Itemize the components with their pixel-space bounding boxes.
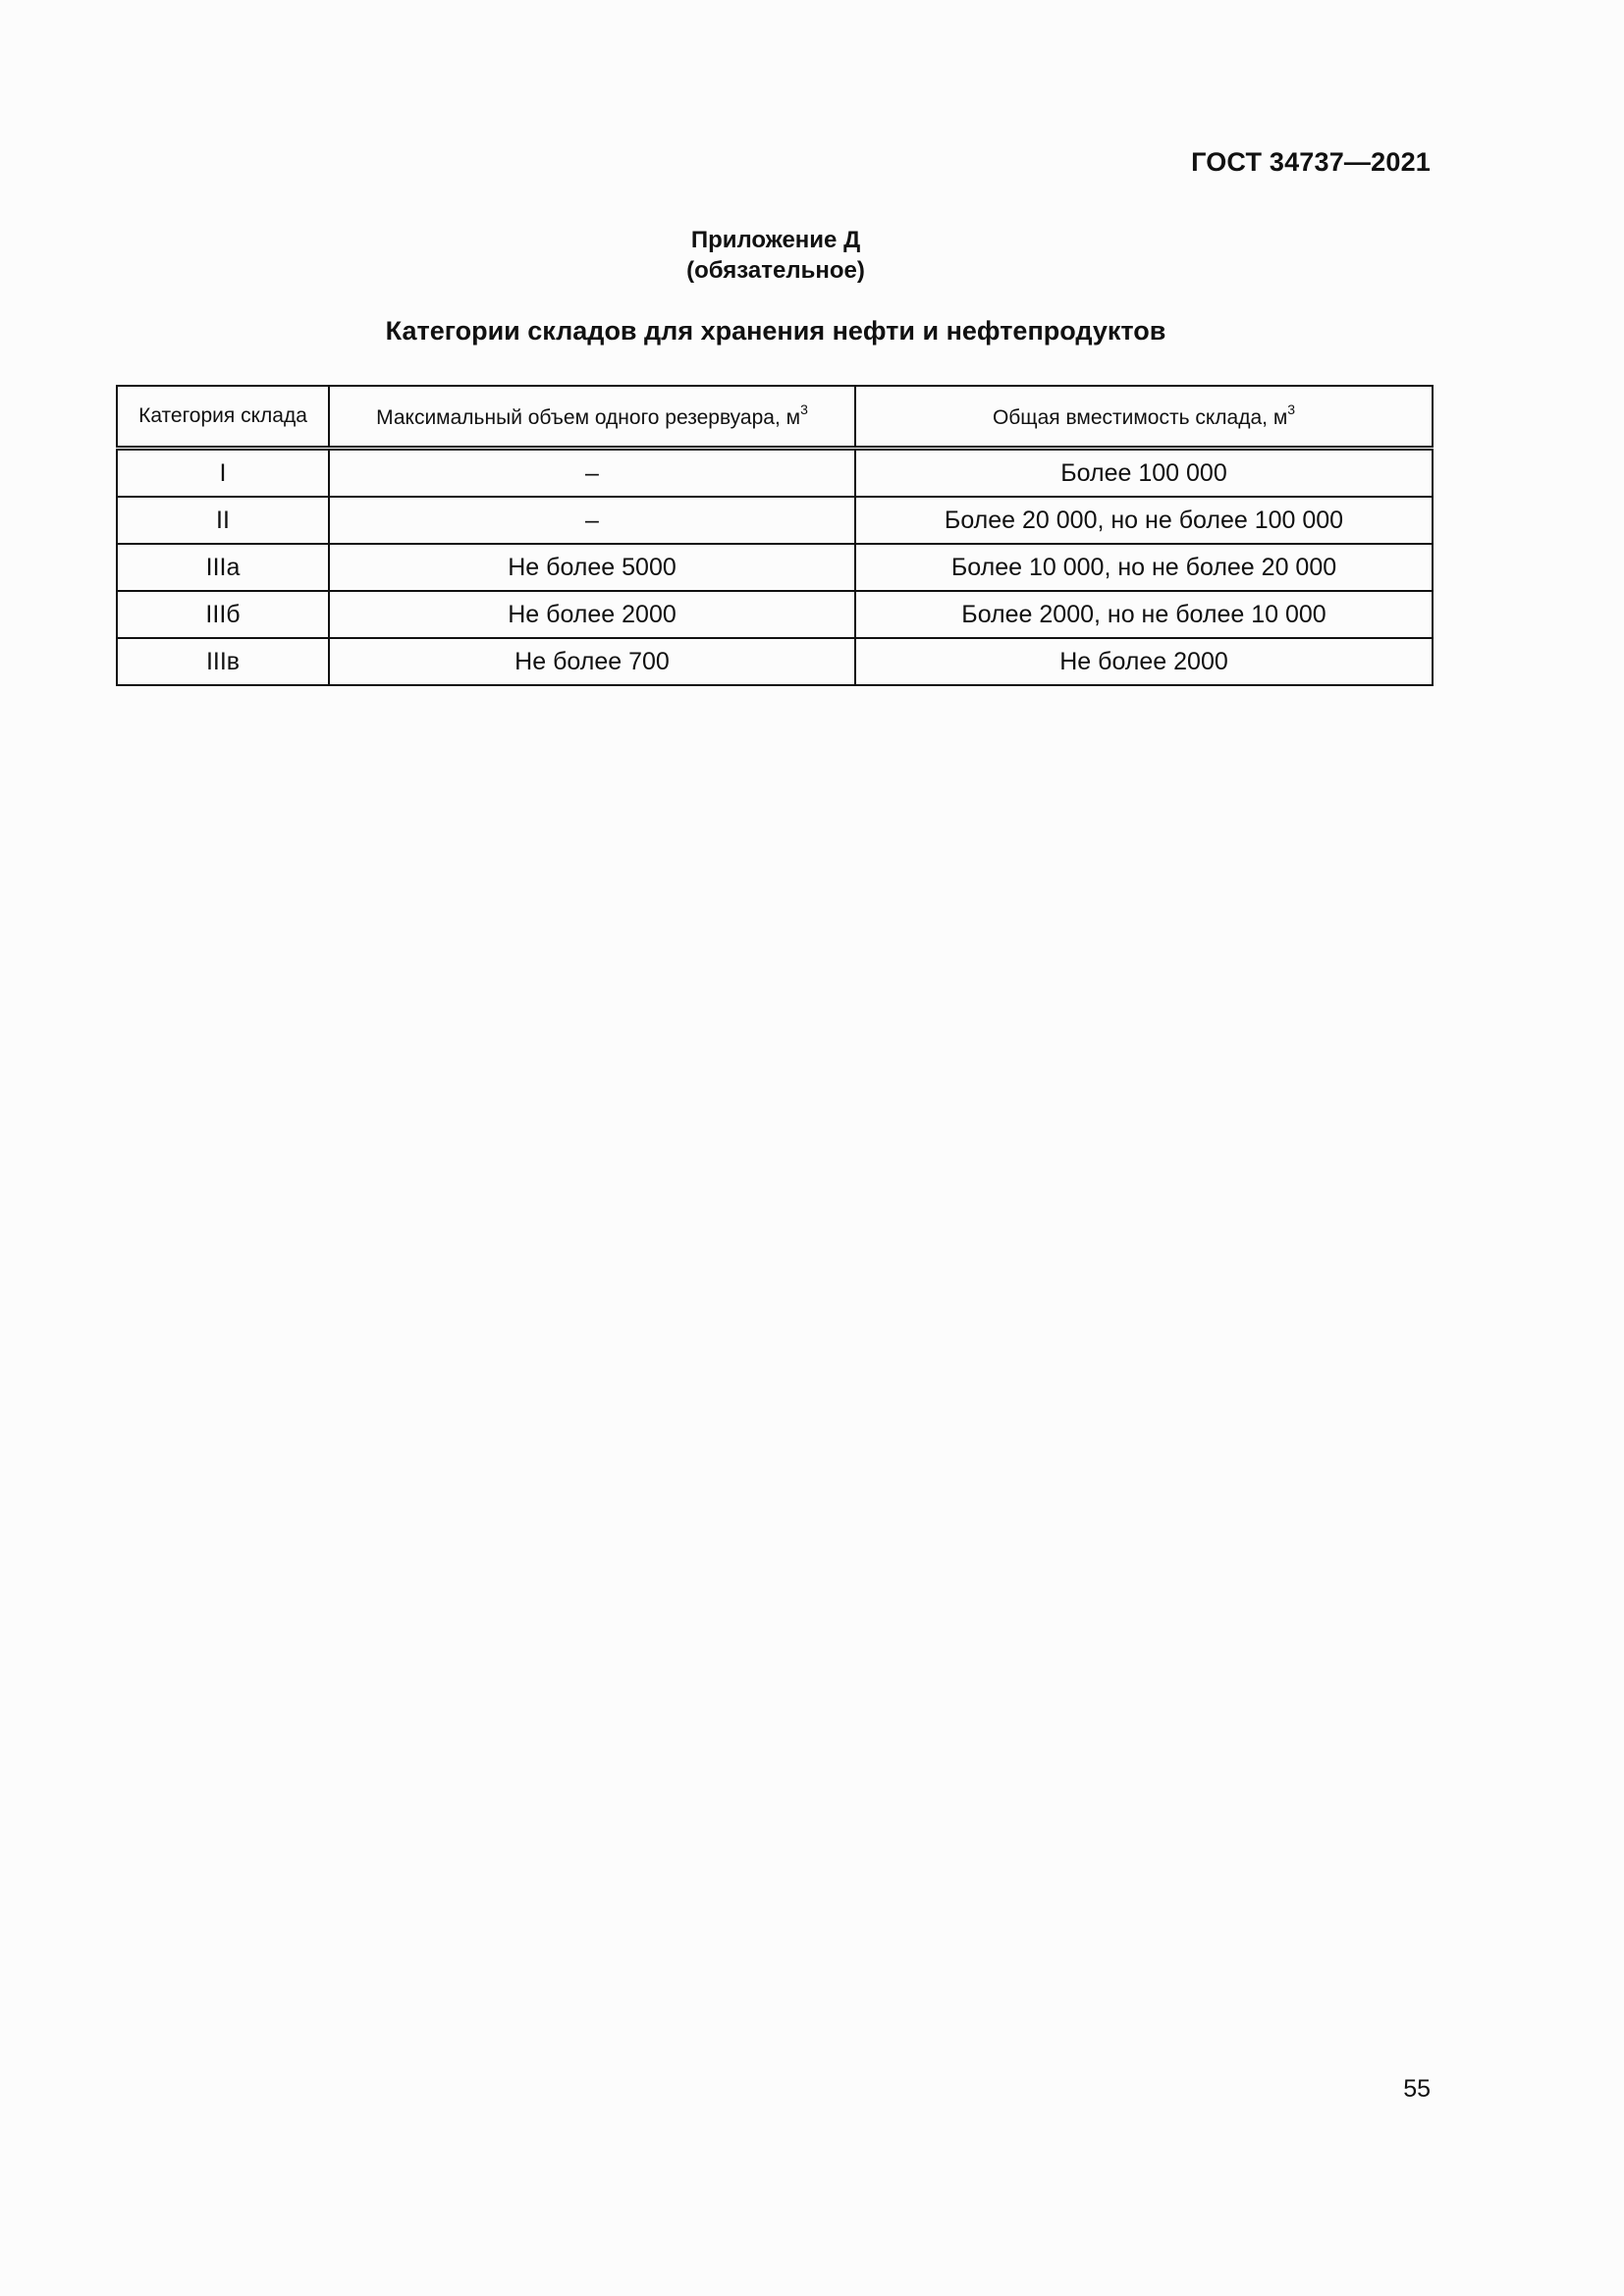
appendix-heading <box>0 225 1551 286</box>
cell-total-capacity: Не более 2000 <box>855 638 1433 685</box>
header-max-volume-unit-exponent: 3 <box>800 400 808 417</box>
table-header-row <box>117 386 1433 449</box>
cell-total-capacity: Более 2000, но не более 10 000 <box>855 591 1433 638</box>
header-category-label: Категория склада <box>138 404 307 427</box>
cell-max-volume: Не более 2000 <box>329 591 855 638</box>
header-total-capacity-label: Общая вместимость склада, м <box>992 405 1288 429</box>
table-row <box>117 449 1433 498</box>
table-row <box>117 591 1433 638</box>
cell-category: IIIа <box>117 544 329 591</box>
header-max-volume <box>329 386 855 449</box>
cell-category: IIIб <box>117 591 329 638</box>
appendix-title: Приложение Д <box>690 227 861 253</box>
header-category <box>117 386 329 449</box>
header-total-capacity <box>855 386 1433 449</box>
table-row <box>117 497 1433 544</box>
cell-category: II <box>117 497 329 544</box>
cell-category: IIIв <box>117 638 329 685</box>
cell-total-capacity: Более 100 000 <box>855 449 1433 498</box>
table-title: Категории складов для хранения нефти и нефтепродуктов <box>385 316 1166 346</box>
header-max-volume-label: Максимальный объем одного резервуара, м <box>376 405 801 429</box>
warehouse-categories-table <box>116 385 1434 686</box>
document-code: ГОСТ 34737—2021 <box>1191 147 1431 177</box>
cell-max-volume: – <box>329 497 855 544</box>
table-row <box>117 638 1433 685</box>
page-number: 55 <box>1403 2075 1431 2103</box>
header-total-capacity-unit-exponent: 3 <box>1287 400 1296 417</box>
cell-total-capacity: Более 10 000, но не более 20 000 <box>855 544 1433 591</box>
table-row <box>117 544 1433 591</box>
appendix-status: (обязательное) <box>686 257 865 284</box>
cell-category: I <box>117 449 329 498</box>
cell-max-volume: Не более 5000 <box>329 544 855 591</box>
cell-max-volume: Не более 700 <box>329 638 855 685</box>
cell-max-volume: – <box>329 449 855 498</box>
cell-total-capacity: Более 20 000, но не более 100 000 <box>855 497 1433 544</box>
